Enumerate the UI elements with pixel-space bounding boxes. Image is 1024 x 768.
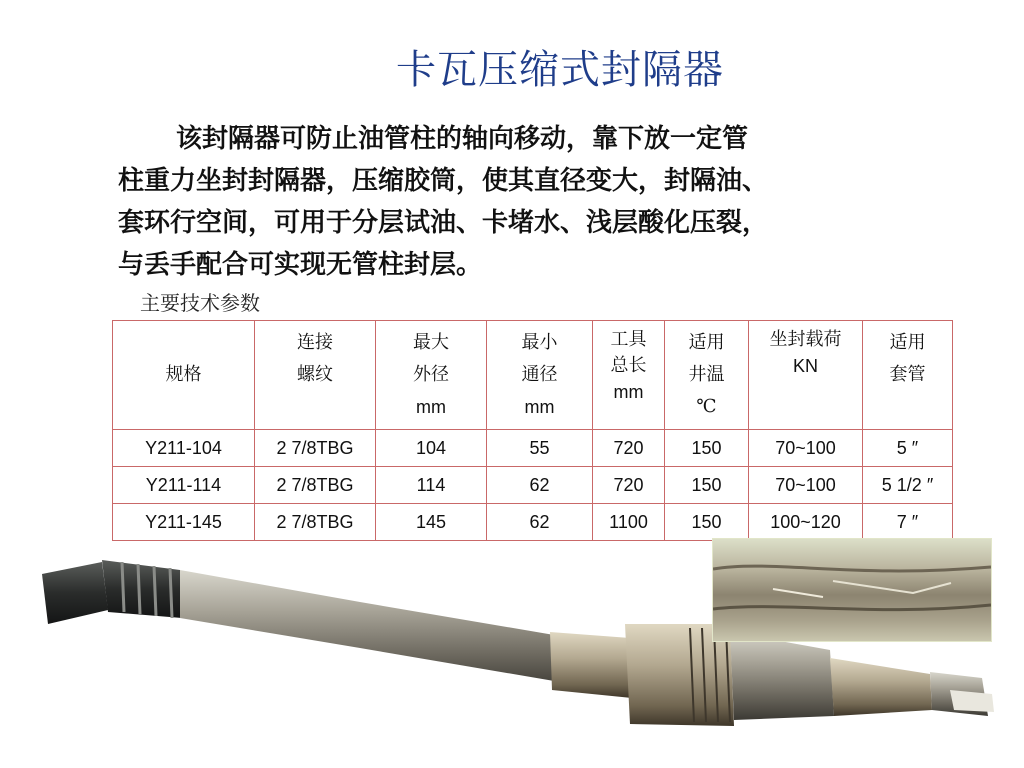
table-row (113, 504, 953, 541)
table-cell: 150 (665, 504, 749, 541)
table-cell: 100~120 (749, 504, 863, 541)
table-cell: 2 7/8TBG (255, 504, 376, 541)
header-cell-temp: 适用 井温 ℃ (665, 321, 749, 430)
header-cell-load: 坐封载荷 KN (749, 321, 863, 430)
table-row (113, 467, 953, 504)
table-cell: 70~100 (749, 467, 863, 504)
table-cell: 55 (487, 430, 593, 467)
table-cell: 70~100 (749, 430, 863, 467)
header-cell-max-od: 最大 外径 mm (376, 321, 487, 430)
table-cell: 150 (665, 430, 749, 467)
header-cell-length: 工具 总长 mm (593, 321, 665, 430)
spec-table (112, 320, 953, 541)
description-line: 套环行空间，可用于分层试油、卡堵水、浅层酸化压裂， (118, 208, 769, 238)
header-cell-casing: 适用 套管 (863, 321, 953, 430)
table-cell: 145 (376, 504, 487, 541)
table-cell: 150 (665, 467, 749, 504)
description-paragraph (118, 118, 968, 286)
table-cell: 104 (376, 430, 487, 467)
table-cell: Y211-114 (113, 467, 255, 504)
table-cell: Y211-145 (113, 504, 255, 541)
header-cell-spec: 规格 (113, 321, 255, 430)
slip-closeup-photo (712, 538, 992, 642)
table-cell: 1100 (593, 504, 665, 541)
table-cell: 5 1/2 ″ (863, 467, 953, 504)
header-cell-min-id: 最小 通径 mm (487, 321, 593, 430)
table-cell: Y211-104 (113, 430, 255, 467)
table-cell: 62 (487, 504, 593, 541)
description-line: 该封隔器可防止油管柱的轴向移动，靠下放一定管 (176, 124, 749, 154)
table-cell: 62 (487, 467, 593, 504)
table-caption: 主要技术参数 (140, 291, 260, 315)
table-cell: 2 7/8TBG (255, 430, 376, 467)
table-cell: 2 7/8TBG (255, 467, 376, 504)
table-row (113, 430, 953, 467)
table-cell: 114 (376, 467, 487, 504)
table-header-row (113, 321, 953, 430)
table-cell: 720 (593, 430, 665, 467)
description-line: 与丢手配合可实现无管柱封层。 (118, 250, 483, 280)
description-line: 柱重力坐封封隔器，压缩胶筒，使其直径变大，封隔油、 (118, 166, 769, 196)
header-cell-thread: 连接 螺纹 (255, 321, 376, 430)
slip-closeup-drawing (713, 539, 991, 641)
table-cell: 720 (593, 467, 665, 504)
table-cell: 5 ″ (863, 430, 953, 467)
table-cell: 7 ″ (863, 504, 953, 541)
page-title: 卡瓦压缩式封隔器 (396, 47, 724, 93)
